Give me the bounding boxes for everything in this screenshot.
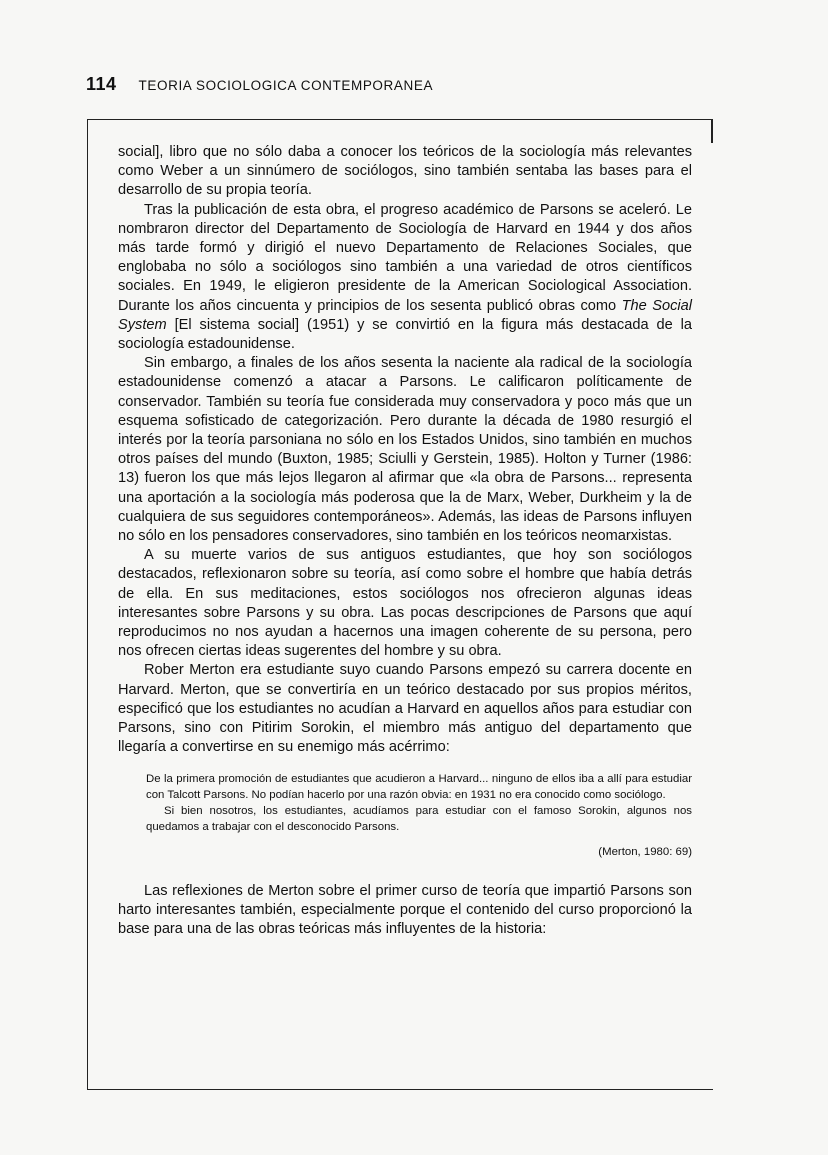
paragraph-former-students: A su muerte varios de sus antiguos estudiantes, que hoy son sociólogos destacados, reflexionaron sobre su teoría, así como sobre el hombre que había detrás de ella. En sus meditaciones, estos sociólogos nos ofrecieron algunas ideas interesantes sobre Parsons y su obra. Las pocas descripciones de Parsons que aquí reproducimos no nos ayudan a hacernos una imagen coherente de su persona, pero nos ofrecen ciertas ideas sugerentes del hombre y su obra.	[118, 547, 692, 660]
quote-citation: (Merton, 1980: 69)	[598, 845, 692, 858]
page-header	[86, 74, 433, 96]
page-number: 114	[86, 74, 117, 94]
paragraph-closing: Las reflexiones de Merton sobre el primer curso de teoría que impartió Parsons son harto interesantes también, especialmente porque el contenido del curso proporcionó la base para una de las obras teóricas más influyentes de la historia:	[118, 882, 692, 937]
paragraph-criticism: Sin embargo, a finales de los años sesenta la naciente ala radical de la sociología estadounidense comenzó a atacar a Parsons. Le calificaron políticamente de conservador. También su teoría fue considerada muy conservadora y poco más que un esquema sofisticado de categorización. Pero durante la década de 1980 resurgió el interés por la teoría parsoniana no sólo en los Estados Unidos, sino también en muchos otros países del mundo (Buxton, 1985; Sciulli y Gerstein, 1985). Holton y Turner (1986: 13) fueron los que más lejos llegaron al afirmar que «la obra de Parsons... representa una aportación a la sociología más poderosa que la de Marx, Weber, Durkheim y la de cualquiera de sus seguidores contemporáneos». Además, las ideas de Parsons influyen no sólo en los pensadores conservadores, sino también en los teóricos neomarxistas.	[118, 355, 692, 545]
quote-line: Si bien nosotros, los estudiantes, acudíamos para estudiar con el famoso Sorokin, algunos nos quedamos a trabajar con el desconocido Parsons.	[146, 804, 692, 833]
running-title: TEORIA SOCIOLOGICA CONTEMPORANEA	[138, 78, 434, 93]
paragraph-continuation: social], libro que no sólo daba a conocer los teóricos de la sociología más relevantes como Weber a un sinnúmero de sociólogos, sino también sentaba las bases para el desarrollo de su propia teoría.	[118, 144, 692, 199]
paragraph-parsons-career-tail: [El sistema social] (1951) y se convirtió en la figura más destacada de la sociología estadounidense.	[118, 316, 692, 353]
paragraph-merton: Rober Merton era estudiante suyo cuando Parsons empezó su carrera docente en Harvard. Merton, que se convertiría en un teórico destacado por sus propios méritos, especificó que los estudiantes no acudían a Harvard en aquellos años para estudiar con Parsons, sino con Pitirim Sorokin, el miembro más antiguo del departamento que llegaría a convertirse en su enemigo más acérrimo:	[118, 662, 692, 756]
quote-line: De la primera promoción de estudiantes que acudieron a Harvard... ninguno de ellos iba a allí para estudiar con Talcott Parsons. No podían hacerlo por una razón obvia: en 1931 no era conocido como sociólogo.	[146, 772, 692, 801]
paragraph-parsons-career	[118, 201, 692, 355]
book-title-social-system: The Social System	[118, 297, 692, 333]
block-quote	[146, 771, 692, 860]
page-body	[118, 143, 692, 939]
frame-right-edge	[711, 119, 713, 143]
paragraph-parsons-career-text: Tras la publicación de esta obra, el progreso académico de Parsons se aceleró. Le nombraron director del Departamento de Sociología de Harvard en 1944 y dos años más tarde formó y dirigió el nuevo Departamento de Relaciones Sociales, que englobaba no sólo a sociólogos sino también a una variedad de otros científicos sociales. En 1949, le eligieron presidente de la American Sociological Association. Durante los años cincuenta y principios de los sesenta publicó obras como	[118, 201, 692, 314]
